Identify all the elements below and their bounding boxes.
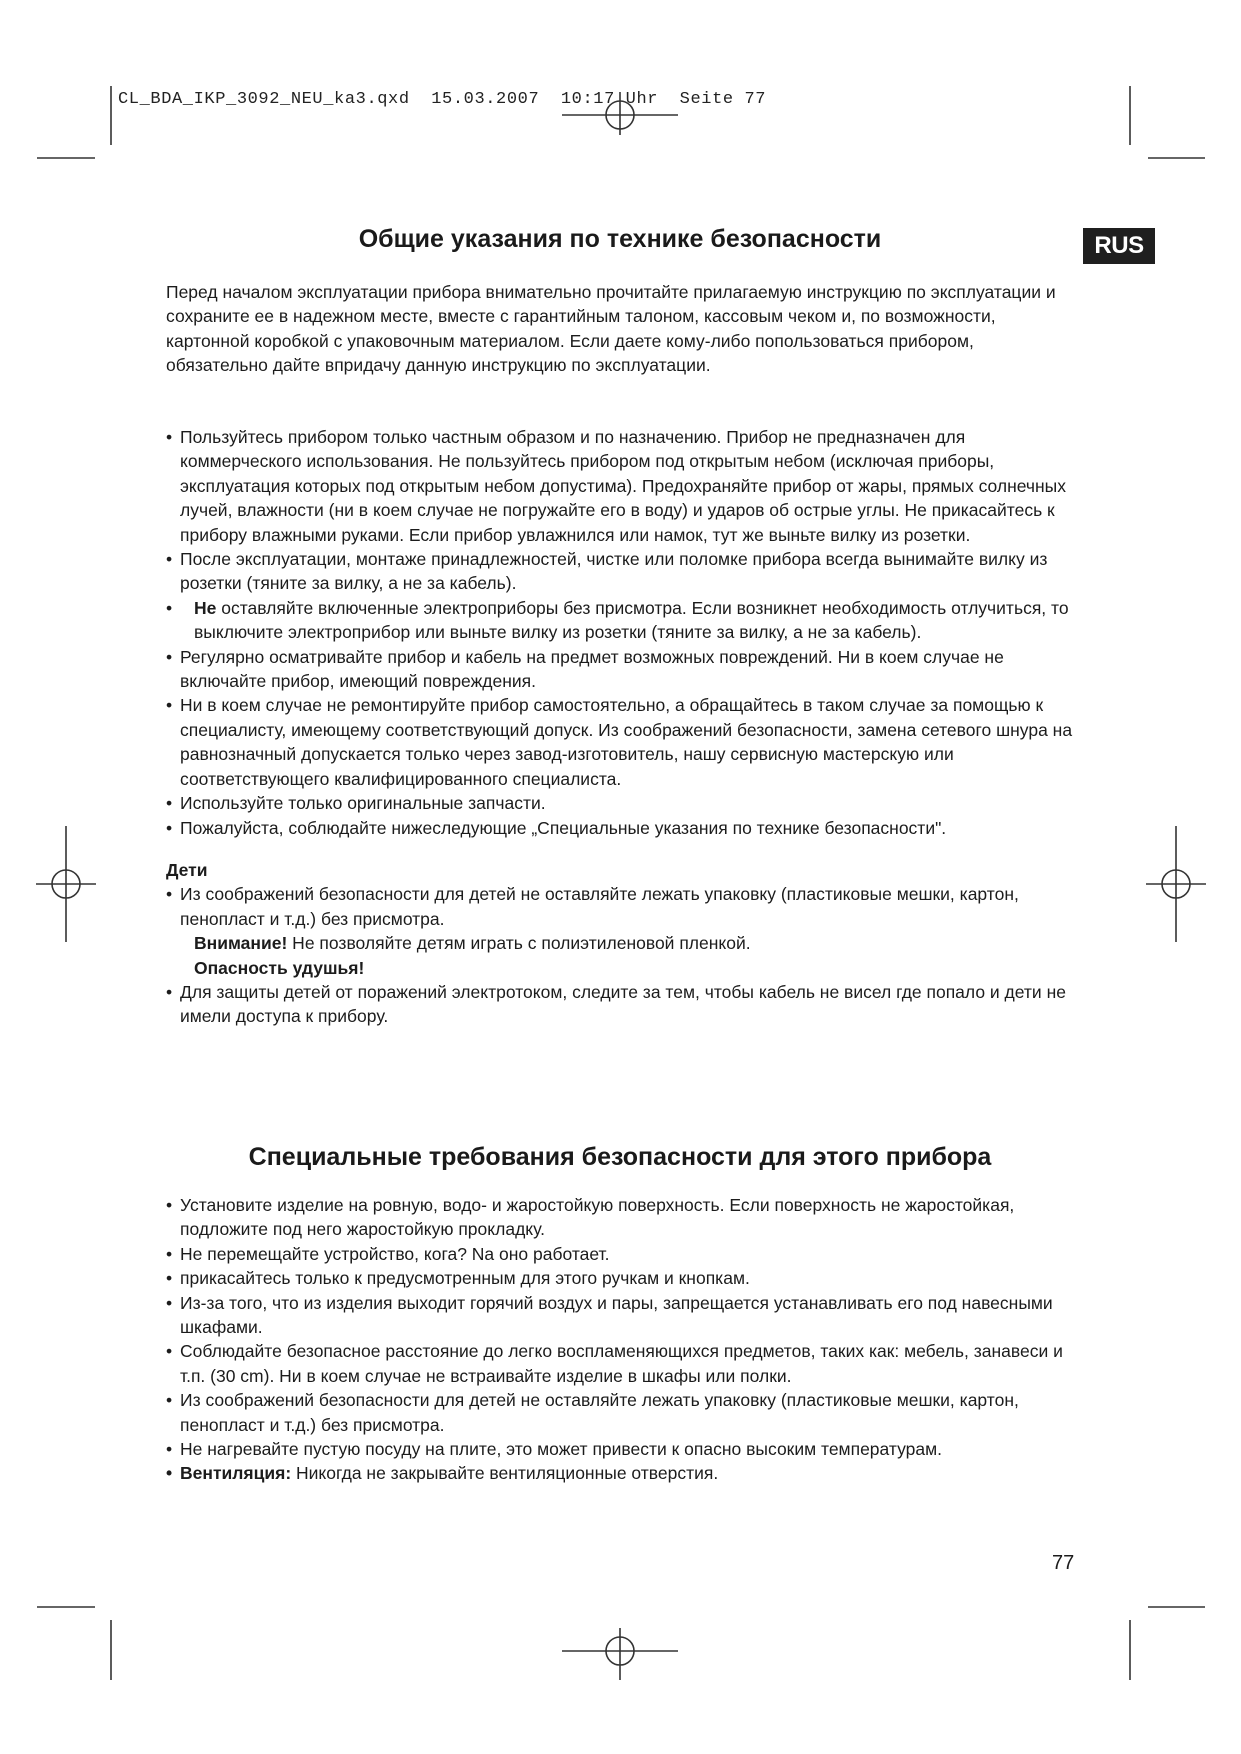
list-item: • прикасайтесь только к предусмотренным для этого ручкам и кнопкам. xyxy=(166,1268,750,1289)
list-item: • Для защиты детей от поражений электротоком, следите за тем, чтобы кабель не висел где попало и дети не имели доступа к прибору. xyxy=(166,981,1066,1027)
section-title-special-requirements: Специальные требования безопасности для этого прибора xyxy=(248,1143,992,1171)
suffocation-warning: Опасность удушья! xyxy=(194,957,365,978)
list-item: • Регулярно осматривайте прибор и кабель на предмет возможных повреждений. Ни в коем случае не включайте прибор, имеющий повреждения. xyxy=(166,646,1004,692)
list-item: • Не оставляйте включенные электроприборы без присмотра. Если возникнет необходимость отлучиться, то выключите электроприбор или выньте вилку из розетки (тяните за вилку, а не за кабель). xyxy=(166,597,1069,643)
list-item: • Не нагревайте пустую посуду на плите, это может привести к опасно высоким температурам. xyxy=(166,1439,943,1460)
ventilation-label: Вентиляция: xyxy=(180,1463,292,1484)
registration-mark-left xyxy=(36,826,96,942)
children-heading: Дети xyxy=(166,859,208,880)
list-item: • Не перемещайте устройство, кога? Na оно работает. xyxy=(166,1243,610,1264)
special-requirements-list xyxy=(166,1193,1081,1486)
list-item: • Пользуйтесь прибором только частным образом и по назначению. Прибор не предназначен для коммерческого использования. Не пользуйтесь прибором под открытым небом (исключая приборы, эксплуатация которых под открытым небом допустима). Предохраняйте прибор от жары, прямых солнечных лучей, влажности (ни в коем случае не погружайте его в воду) и ударов об острые углы. Не прикасайтесь к прибору влажными руками. Если прибор увлажнился или намок, тут же выньте вилку из розетки. xyxy=(166,427,1067,545)
page-number: 77 xyxy=(1052,1552,1075,1574)
list-item: • После эксплуатации, монтаже принадлежностей, чистке или поломке прибора всегда вынимайте вилку из розетки (тяните за вилку, а не за кабель). xyxy=(166,549,1048,594)
section-title-general-safety: Общие указания по технике безопасности xyxy=(358,225,882,253)
registration-mark-bottom xyxy=(562,1628,678,1680)
list-item: • Из соображений безопасности для детей не оставляйте лежать упаковку (пластиковые мешки, картон, пенопласт и т.д.) без присмотра. xyxy=(166,884,1019,929)
intro-paragraph: Перед началом эксплуатации прибора внимательно прочитайте прилагаемую инструкцию по эксплуатации и сохраните ее в надежном месте, вместе с гарантийным талоном, кассовым чеком и, по возможности, картонной коробкой с упаковочным материалом. Если даете кому-либо попользоваться прибором, обязательно дайте впридачу данную инструкцию по эксплуатации. xyxy=(166,282,1056,376)
general-safety-list xyxy=(166,425,1081,1029)
list-item: • Вентиляция: Никогда не закрывайте вентиляционные отверстия. xyxy=(166,1463,719,1484)
list-item: • Установите изделие на ровную, водо- и жаростойкую поверхность. Если поверхность не жаростойкая, подложите под него жаростойкую прокладку. xyxy=(166,1195,1015,1240)
list-item: • Из-за того, что из изделия выходит горячий воздух и пары, запрещается устанавливать его под навесными шкафами. xyxy=(166,1292,1053,1338)
list-item: • Ни в коем случае не ремонтируйте прибор самостоятельно, а обращайтесь в таком случае за помощью к специалисту, имеющему соответствующий допуск. Из соображений безопасности, замена сетевого шнура на равнозначный допускается только через завод-изготовитель, нашу сервисную мастерскую или соответствующего квалифицированного специалиста. xyxy=(166,695,1073,789)
list-item: • Пожалуйста, соблюдайте нижеследующие „Специальные указания по технике безопасности". xyxy=(166,817,947,838)
file-slug: CL_BDA_IKP_3092_NEU_ka3.qxd 15.03.2007 10:17 Uhr Seite 77 xyxy=(118,90,767,109)
list-item: • Из соображений безопасности для детей не оставляйте лежать упаковку (пластиковые мешки, картон, пенопласт и т.д.) без присмотра. xyxy=(166,1390,1019,1435)
language-tag: RUS xyxy=(1083,228,1155,264)
attention-note: Внимание! Не позволяйте детям играть с полиэтиленовой пленкой. xyxy=(194,933,751,954)
list-item: • Используйте только оригинальные запчасти. xyxy=(166,793,546,814)
emphasis-not: Не xyxy=(194,597,217,618)
registration-mark-right xyxy=(1146,826,1206,942)
list-item: • Соблюдайте безопасное расстояние до легко воспламеняющихся предметов, таких как: мебель, занавеси и т.п. (30 cm). Ни в коем случае не встраивайте изделие в шкафы или полки. xyxy=(166,1341,1063,1386)
